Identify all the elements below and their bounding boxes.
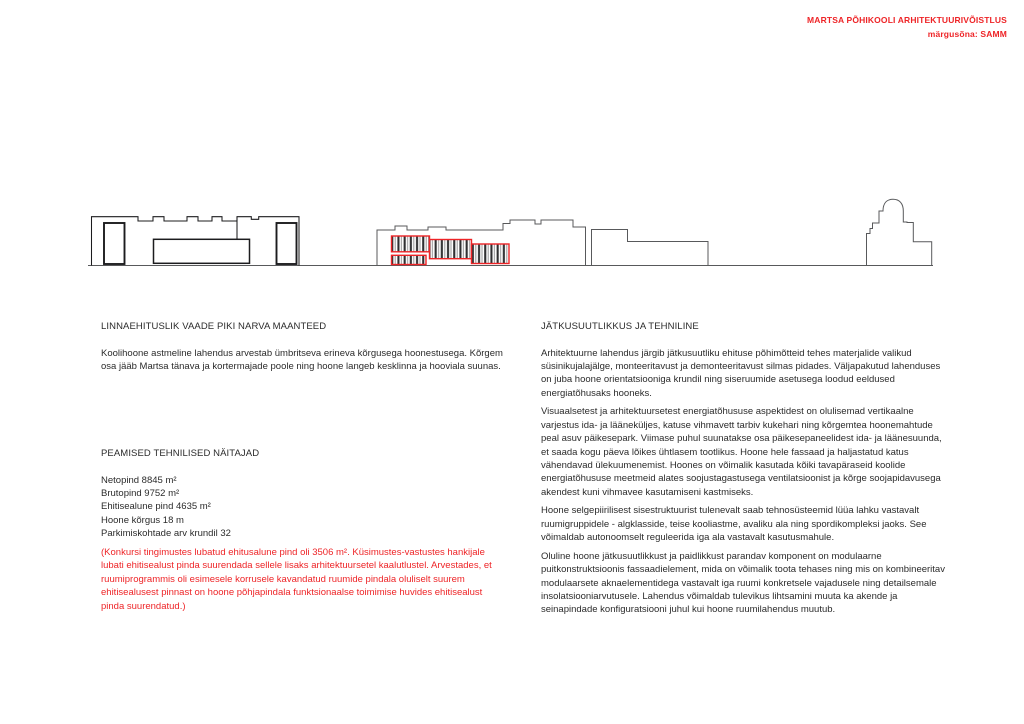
- spec-hoone-korgus: Hoone kõrgus 18 m: [101, 514, 184, 526]
- context-building-left-tower-west: [104, 223, 125, 264]
- context-building-left-tower-east: [277, 223, 297, 264]
- school-block-lower-left: [392, 255, 427, 264]
- context-building-left-lowrise: [154, 239, 250, 263]
- elevation-drawing: [0, 193, 1024, 277]
- spec-netopind: Netopind 8845 m²: [101, 474, 177, 486]
- sustainability-paragraph-2: Visuaalsetest ja arhitektuursetest energiatõhususe aspektidest on olulisemad vertikaalne varjestus ida- ja lääneküljes, katuse vihmavett tarbiv kukehari ning kõrgemtea hoonemahtude peal asuv päikesepark. Viimase puhul suunatakse osa päikesepaneelidest ida- ja läänesuunda, et saada kogu päeva lõikes ühtlasem tootlikus. Hoone hele fassaad ja haljastatud katus vähendavad ülekuumenemist. Hoones on võimalik kasutada kõiki tavapäraseid koolide energiatõhususe meetmeid alates soojustagastusega ventilatsioonist ja kõrge soojapidavusega akendest kuni vihmavee kasutamiseni kastmiseks.: [541, 406, 942, 498]
- urban-view-section: [101, 320, 506, 379]
- competition-area-note: (Konkursi tingimustes lubatud ehitusalune pind oli 3506 m². Küsimustes-vastustes hankijale lubati ehitisealust pinda suurendada sellele lisaks arhitektuursetel kaalutlustel. Arvestades, et ruumiprogrammis oli esimesele korrusele kavandatud ruumide pindala oluliselt suurem ehitisealusest pinnast on hoone põhjapindala funktsionaalse toimimise huvides ehitisealust pinda suurendatud.): [101, 547, 492, 612]
- urban-view-heading: LINNAEHITUSLIK VAADE PIKI NARVA MAANTEED: [101, 321, 327, 332]
- sustainability-paragraph-4: Oluline hoone jätkusuutlikkust ja paidlikkust parandav komponent on modulaarne puitkonstruktsioonis fassaadielement, mida on võimalik toota tehases ning mis on kombineeritav modulaarsete aknaelementidega vastavalt iga ruumi konkretsele vajadusele ning detailsemale insolatsiooniarvutusele. Lahendus võimaldab tulevikus lihtsamini muuta ka akende ja seinapindade konfiguratsiooni juhul kui hoone ruumilahendus muutub.: [541, 550, 945, 616]
- spec-parkimiskohad: Parkimiskohtade arv krundil 32: [101, 528, 231, 540]
- technical-specs-list: [101, 474, 506, 541]
- sustainability-paragraph-3: Hoone selgepiirilisest sisestruktuurist tulenevalt saab tehnosüsteemid lüüa lahku vastavalt ruumigruppidele - algklasside, teise kooliastme, avaliku ala ning spordikompleksi jaoks. See võimaldab autonoomselt reguleerida iga ala vastavalt kasutusmahule.: [541, 505, 927, 544]
- spec-ehitisealune-pind: Ehitisealune pind 4635 m²: [101, 501, 211, 513]
- school-block-right: [472, 244, 510, 264]
- urban-view-paragraph: Koolihoone astmeline lahendus arvestab ümbritseva erineva kõrgusega hoonestusega. Kõrgem osa jääb Martsa tänava ja kortermajade poole ning hoone langeb kesklinna ja hooviala suunas.: [101, 347, 503, 372]
- competition-title: MARTSA PÕHIKOOLI ARHITEKTUURIVÕISTLUS: [807, 15, 1007, 25]
- spec-brutopind: Brutopind 9752 m²: [101, 488, 180, 499]
- context-building-church-silhouette: [867, 199, 932, 265]
- school-block-upper-left: [392, 236, 430, 252]
- context-building-center-east: [592, 230, 709, 266]
- competition-motto: märgusõna: SAMM: [927, 29, 1007, 39]
- technical-indicators-section: [101, 447, 506, 541]
- school-block-middle: [430, 240, 472, 259]
- title-block: [807, 13, 1007, 41]
- competition-area-note-block: [101, 546, 503, 618]
- sustainability-heading: JÄTKUSUUTLIKKUS JA TEHNILINE: [541, 321, 699, 332]
- sustainability-paragraph-1: Arhitektuurne lahendus järgib jätkusuutliku ehituse põhimõtteid tehes materjalide valikud süsinikujalajälge, monteeritavust ja demonteeritavust silmas pidades. Väljapakutud lahenduses on juba hoone orientatsiooniga krundil ning siseruumide asetusega loodud eeldused energiatõhusaks hooneks.: [541, 347, 941, 399]
- sustainability-section: [541, 320, 951, 622]
- school-building-elevation: [392, 236, 510, 265]
- technical-indicators-heading: PEAMISED TEHNILISED NÄITAJAD: [101, 448, 260, 459]
